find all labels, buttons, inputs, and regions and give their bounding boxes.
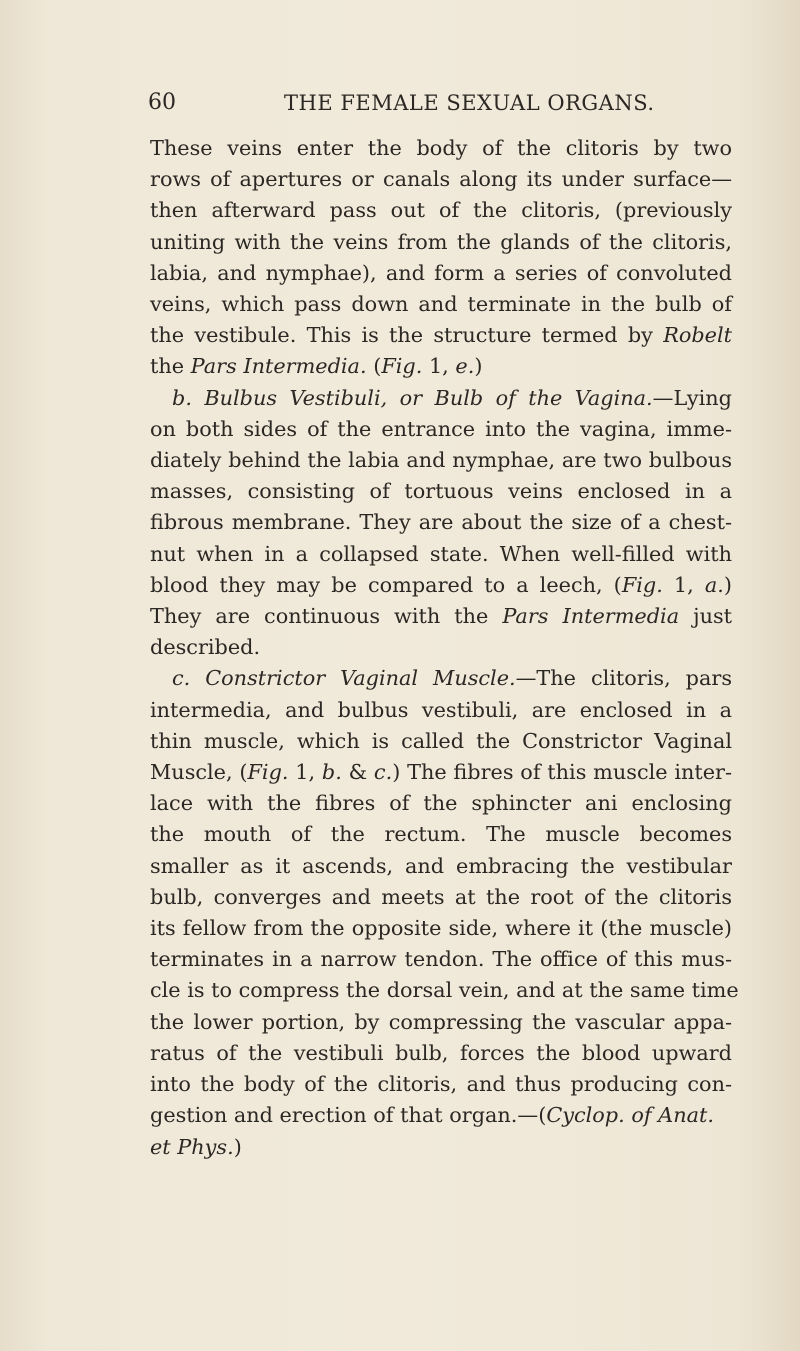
text-line	[150, 851, 732, 882]
text-segment: ratus of the vestibuli bulb, forces the blood upward	[150, 1040, 732, 1065]
text-line	[150, 539, 732, 570]
text-line	[150, 351, 732, 382]
text-segment: (	[366, 354, 382, 379]
text-segment: just	[679, 604, 733, 629]
italic-segment: c.	[373, 760, 393, 785]
text-segment: masses, consisting of tortuous veins enclosed in a	[150, 479, 732, 504]
text-line	[150, 757, 732, 788]
text-line	[150, 695, 732, 726]
italic-segment: e.	[455, 354, 475, 379]
text-segment: They are continuous with the	[150, 604, 503, 629]
text-segment: gestion and erection of that organ.—(	[150, 1103, 547, 1128]
text-line	[150, 601, 732, 632]
text-line	[150, 632, 732, 663]
italic-segment: Pars Intermedia	[502, 604, 680, 629]
text-line	[150, 1132, 732, 1163]
text-segment: intermedia, and bulbus vestibuli, are enclosed in a	[150, 697, 732, 722]
text-line	[150, 227, 732, 258]
text-segment: )	[723, 572, 732, 597]
text-segment: 1,	[662, 572, 705, 597]
page-header	[148, 88, 708, 118]
text-segment: into the body of the clitoris, and thus producing con-	[150, 1072, 732, 1097]
text-segment: the vestibule. This is the structure termed by	[150, 323, 664, 348]
text-line	[150, 1007, 732, 1038]
italic-segment: Cyclop. of Anat.	[546, 1103, 714, 1128]
text-segment: 1,	[288, 760, 322, 785]
text-line	[150, 414, 732, 445]
italic-segment: b.	[321, 760, 342, 785]
text-segment: —Lying	[652, 385, 732, 410]
text-line	[150, 944, 732, 975]
italic-segment: c. Constrictor Vaginal Muscle.	[172, 666, 516, 691]
italic-segment: b. Bulbus Vestibuli,	[172, 385, 388, 410]
text-line	[150, 383, 732, 414]
text-segment: labia, and nymphae), and form a series of convoluted	[150, 260, 732, 285]
text-line	[150, 726, 732, 757]
body-text	[150, 133, 739, 1163]
text-line	[150, 476, 732, 507]
text-segment: These veins enter the body of the clitoris by two	[150, 136, 732, 160]
italic-segment: or Bulb of the Vagina.	[399, 385, 653, 410]
text-line	[150, 913, 732, 944]
text-line	[150, 1069, 732, 1100]
text-line	[150, 882, 732, 913]
text-segment: cle is to compress the dorsal vein, and at the same time	[150, 978, 739, 1003]
text-segment: fibrous membrane. They are about the size of a chest-	[150, 510, 732, 535]
text-line	[150, 507, 732, 538]
page-number: 60	[148, 90, 176, 115]
text-line	[150, 445, 732, 476]
text-segment: rows of apertures or canals along its under surface—	[150, 167, 732, 192]
text-segment: Muscle, (	[150, 760, 248, 785]
text-segment: then afterward pass out of the clitoris, (previously	[150, 198, 732, 223]
running-title: THE FEMALE SEXUAL ORGANS.	[284, 91, 655, 115]
text-line	[150, 663, 732, 694]
italic-segment: Fig.	[247, 760, 289, 785]
italic-segment: et Phys.	[150, 1134, 234, 1159]
text-line	[150, 133, 732, 164]
text-line	[150, 164, 732, 195]
text-segment: bulb, converges and meets at the root of the clitoris	[150, 884, 732, 909]
text-segment: on both sides of the entrance into the vagina, imme-	[150, 416, 732, 441]
text-segment: thin muscle, which is called the Constrictor Vaginal	[150, 728, 732, 753]
text-line	[150, 1100, 732, 1131]
text-line	[150, 195, 732, 226]
text-line	[150, 788, 732, 819]
italic-segment: Robelt	[663, 323, 732, 348]
text-line	[150, 819, 732, 850]
text-segment: the lower portion, by compressing the vascular appa-	[150, 1009, 732, 1034]
text-segment: blood they may be compared to a leech, (	[150, 572, 622, 597]
text-segment: the	[150, 354, 191, 379]
text-segment: veins, which pass down and terminate in the bulb of	[150, 292, 732, 317]
text-segment: 1,	[422, 354, 456, 379]
text-segment: terminates in a narrow tendon. The office of this mus-	[150, 947, 732, 972]
text-segment: described.	[150, 635, 261, 660]
text-segment: uniting with the veins from the glands of the clitoris,	[150, 229, 732, 254]
text-segment: diately behind the labia and nymphae, are two bulbous	[150, 448, 732, 473]
text-line	[150, 975, 739, 1006]
italic-segment: Pars Intermedia.	[190, 354, 367, 379]
text-line	[150, 320, 732, 351]
text-segment: ) The fibres of this muscle inter-	[392, 760, 733, 785]
text-segment: &	[341, 760, 374, 785]
italic-segment: Fig.	[381, 354, 423, 379]
text-segment: nut when in a collapsed state. When well-filled with	[150, 541, 732, 566]
text-segment: smaller as it ascends, and embracing the vestibular	[150, 853, 732, 878]
italic-segment: Fig.	[621, 572, 663, 597]
text-line	[150, 1038, 732, 1069]
text-line	[150, 570, 732, 601]
text-segment: lace with the fibres of the sphincter ani enclosing	[150, 791, 732, 816]
text-segment: —The clitoris, pars	[515, 666, 732, 691]
text-segment	[387, 386, 399, 410]
text-line	[150, 289, 732, 320]
text-segment: the mouth of the rectum. The muscle becomes	[150, 822, 732, 847]
text-segment: )	[474, 354, 483, 379]
text-segment: )	[233, 1134, 242, 1159]
text-line	[150, 258, 732, 289]
text-segment: its fellow from the opposite side, where it (the muscle)	[150, 916, 732, 941]
italic-segment: a.	[704, 572, 724, 597]
